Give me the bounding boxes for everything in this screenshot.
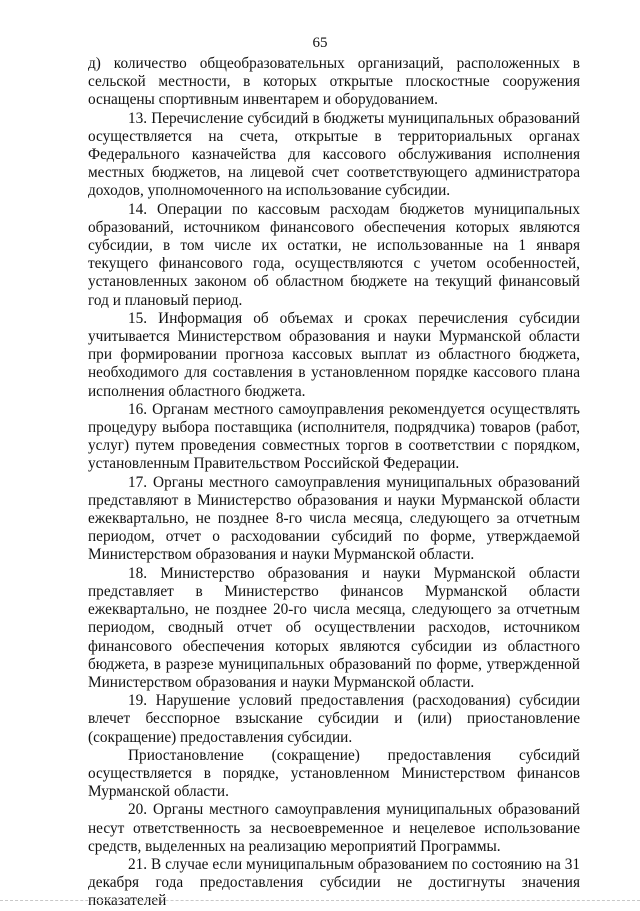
- paragraph: Приостановление (сокращение) предоставления субсидий осуществляется в порядке, установленном Министерством финансов Мурманской области.: [88, 746, 580, 801]
- paragraph: 18. Министерство образования и науки Мурманской области представляет в Министерство финансов Мурманской области ежеквартально, не позднее 20-го числа месяца, следующего за отчетным периодом, сводный отчет об осуществлении расходов, источником финансового обеспечения которых являются субсидии из областного бюджета, в разрезе муниципальных образований по форме, утвержденной Министерством образования и науки Мурманской области.: [88, 564, 580, 691]
- paragraph: 15. Информация об объемах и сроках перечисления субсидии учитывается Министерством образования и науки Мурманской области при формировании прогноза кассовых выплат из областного бюджета, необходимого для составления в установленном порядке кассового плана исполнения областного бюджета.: [88, 309, 580, 400]
- page-bottom-edge: [0, 900, 640, 903]
- paragraph: д) количество общеобразовательных организаций, расположенных в сельской местности, в которых открытые плоскостные сооружения оснащены спортивным инвентарем и оборудованием.: [88, 55, 580, 109]
- paragraph: 20. Органы местного самоуправления муниципальных образований несут ответственность за несвоевременное и нецелевое использование средств, выделенных на реализацию мероприятий Программы.: [88, 801, 580, 855]
- paragraph: 14. Операции по кассовым расходам бюджетов муниципальных образований, источником финансового обеспечения которых являются субсидии, в том числе их остатки, не использованные на 1 января текущего финансового года, осуществляются с учетом особенностей, установленных законом об областном бюджете на текущий финансовый год и плановый период.: [88, 200, 580, 309]
- paragraph: 19. Нарушение условий предоставления (расходования) субсидии влечет бесспорное взыскание субсидии и (или) приостановление (сокращение) предоставления субсидии.: [88, 692, 580, 746]
- paragraph: 16. Органам местного самоуправления рекомендуется осуществлять процедуру выбора поставщика (исполнителя, подрядчика) товаров (работ, услуг) путем проведения совместных торгов в соответствии с порядком, установленным Правительством Российской Федерации.: [88, 400, 580, 473]
- document-body: [88, 55, 580, 911]
- paragraph: 17. Органы местного самоуправления муниципальных образований представляют в Министерство образования и науки Мурманской области ежеквартально, не позднее 8-го числа месяца, следующего за отчетным периодом, отчет о расходовании субсидий по форме, утверждаемой Министерством образования и науки Мурманской области.: [88, 473, 580, 564]
- paragraph: 13. Перечисление субсидий в бюджеты муниципальных образований осуществляется на счета, открытые в территориальных органах Федерального казначейства для кассового обслуживания исполнения местных бюджетов, на лицевой счет соответствующего администратора доходов, уполномоченного на использование субсидии.: [88, 109, 580, 200]
- paragraph: 21. В случае если муниципальным образованием по состоянию на 31 декабря года предоставления субсидии не достигнуты значения показателей: [88, 855, 580, 910]
- page-number: 65: [312, 35, 328, 51]
